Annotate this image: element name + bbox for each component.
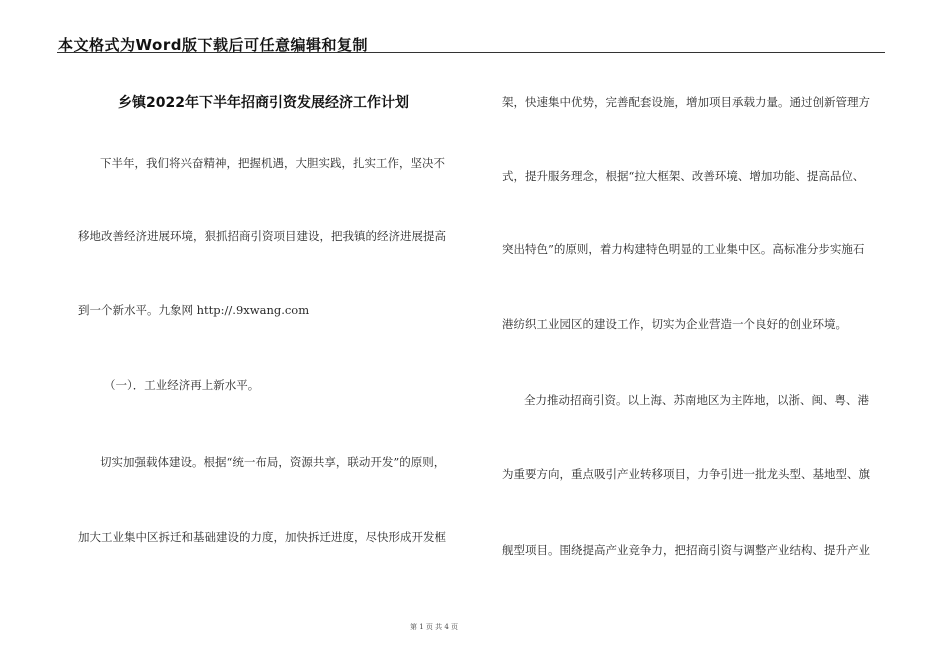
paragraph-line: 港纺织工业园区的建设工作，切实为企业营造一个良好的创业环境。: [502, 317, 847, 331]
section-heading: （一）．工业经济再上新水平。: [104, 378, 260, 392]
paragraph-line: 加大工业集中区拆迁和基础建设的力度，加快拆迁进度，尽快形成开发框: [78, 530, 446, 544]
paragraph-line: 为重要方向，重点吸引产业转移项目，力争引进一批龙头型、基地型、旗: [502, 467, 870, 481]
paragraph-line: 下半年，我们将兴奋精神，把握机遇，大胆实践，扎实工作，坚决不: [100, 156, 445, 170]
document-title: 乡镇2022年下半年招商引资发展经济工作计划: [118, 95, 409, 111]
paragraph-line: 移地改善经济进展环境，狠抓招商引资项目建设，把我镇的经济进展提高: [78, 229, 446, 243]
page-number: 第 1 页 共 4 页: [410, 623, 459, 631]
paragraph-line: 突出特色”的原则，着力构建特色明显的工业集中区。高标准分步实施石: [502, 242, 865, 256]
paragraph-line: 全力推动招商引资。以上海、苏南地区为主阵地，以浙、闽、粤、港: [524, 393, 869, 407]
paragraph-line: 架，快速集中优势，完善配套设施，增加项目承载力量。通过创新管理方: [502, 95, 870, 109]
paragraph-line: 舰型项目。围绕提高产业竞争力，把招商引资与调整产业结构、提升产业: [502, 543, 870, 557]
header-divider: [57, 52, 885, 53]
paragraph-line: 到一个新水平。九象网 http://.9xwang.com: [78, 303, 310, 317]
paragraph-line: 切实加强载体建设。根据“统一布局，资源共享，联动开发”的原则，: [100, 455, 446, 469]
download-banner: 本文格式为Word版下载后可任意编辑和复制: [58, 36, 368, 54]
paragraph-line: 式，提升服务理念，根据“拉大框架、改善环境、增加功能、提高品位、: [502, 169, 865, 183]
